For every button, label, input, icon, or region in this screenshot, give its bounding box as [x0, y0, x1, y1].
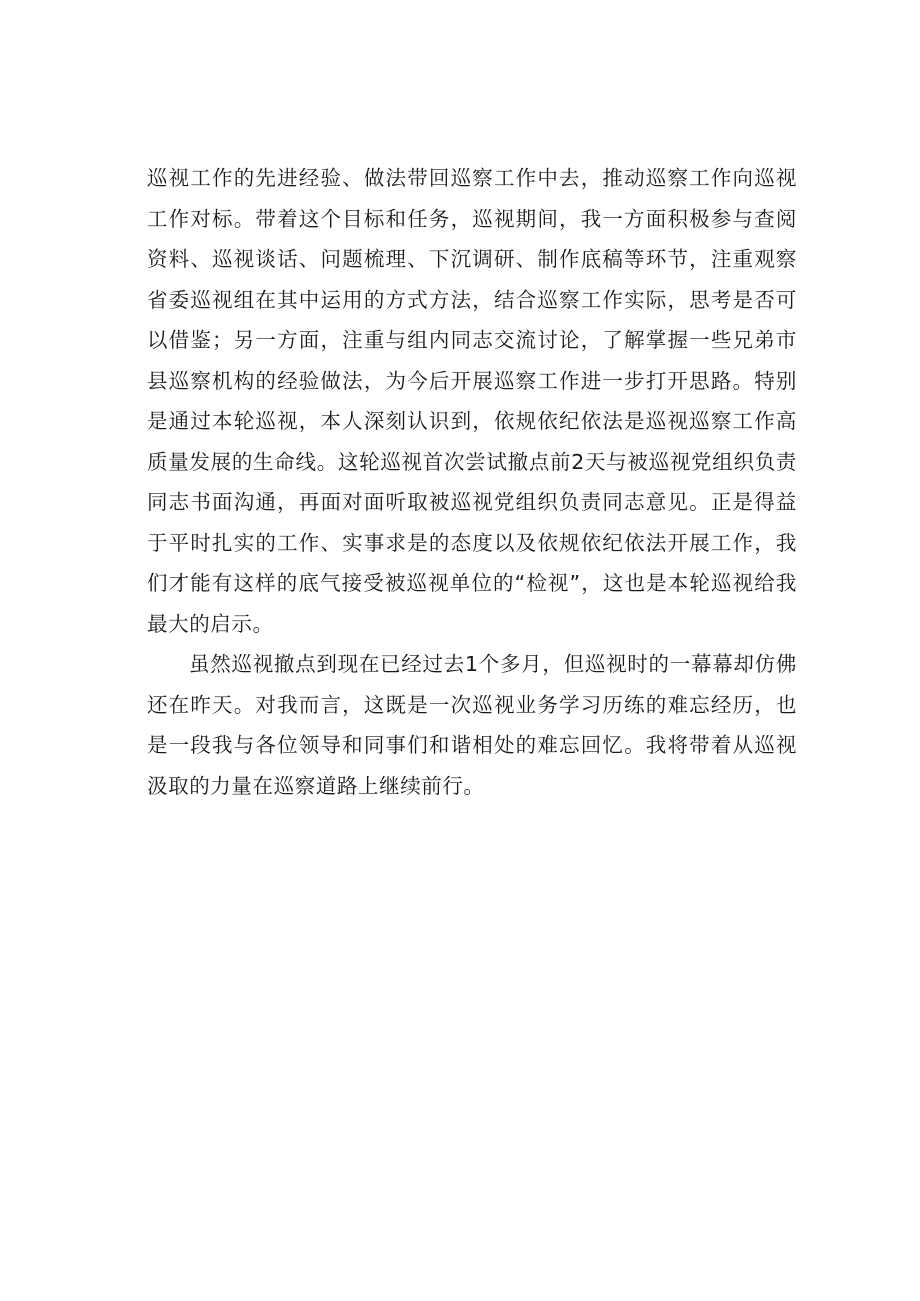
paragraph-closing: 虽然巡视撤点到现在已经过去1个多月，但巡视时的一幕幕却仿佛还在昨天。对我而言，这既是一次巡视业务学习历练的难忘经历，也是一段我与各位领导和同事们和谐相处的难忘回忆。我将带着从巡视汲取的力量在巡察道路上继续前行。 [147, 652, 797, 798]
document-body [147, 158, 797, 806]
paragraph-continued: 巡视工作的先进经验、做法带回巡察工作中去，推动巡察工作向巡视工作对标。带着这个目标和任务，巡视期间，我一方面积极参与查阅资料、巡视谈话、问题梳理、下沉调研、制作底稿等环节，注重观察省委巡视组在其中运用的方式方法，结合巡察工作实际，思考是否可以借鉴；另一方面，注重与组内同志交流讨论，了解掌握一些兄弟市县巡察机构的经验做法，为今后开展巡察工作进一步打开思路。特别是通过本轮巡视，本人深刻认识到，依规依纪依法是巡视巡察工作高质量发展的生命线。这轮巡视首次尝试撤点前2天与被巡视党组织负责同志书面沟通，再面对面听取被巡视党组织负责同志意见。正是得益于平时扎实的工作、实事求是的态度以及依规依纪依法开展工作，我们才能有这样的底气接受被巡视单位的“检视”，这也是本轮巡视给我最大的启示。 [147, 166, 797, 636]
